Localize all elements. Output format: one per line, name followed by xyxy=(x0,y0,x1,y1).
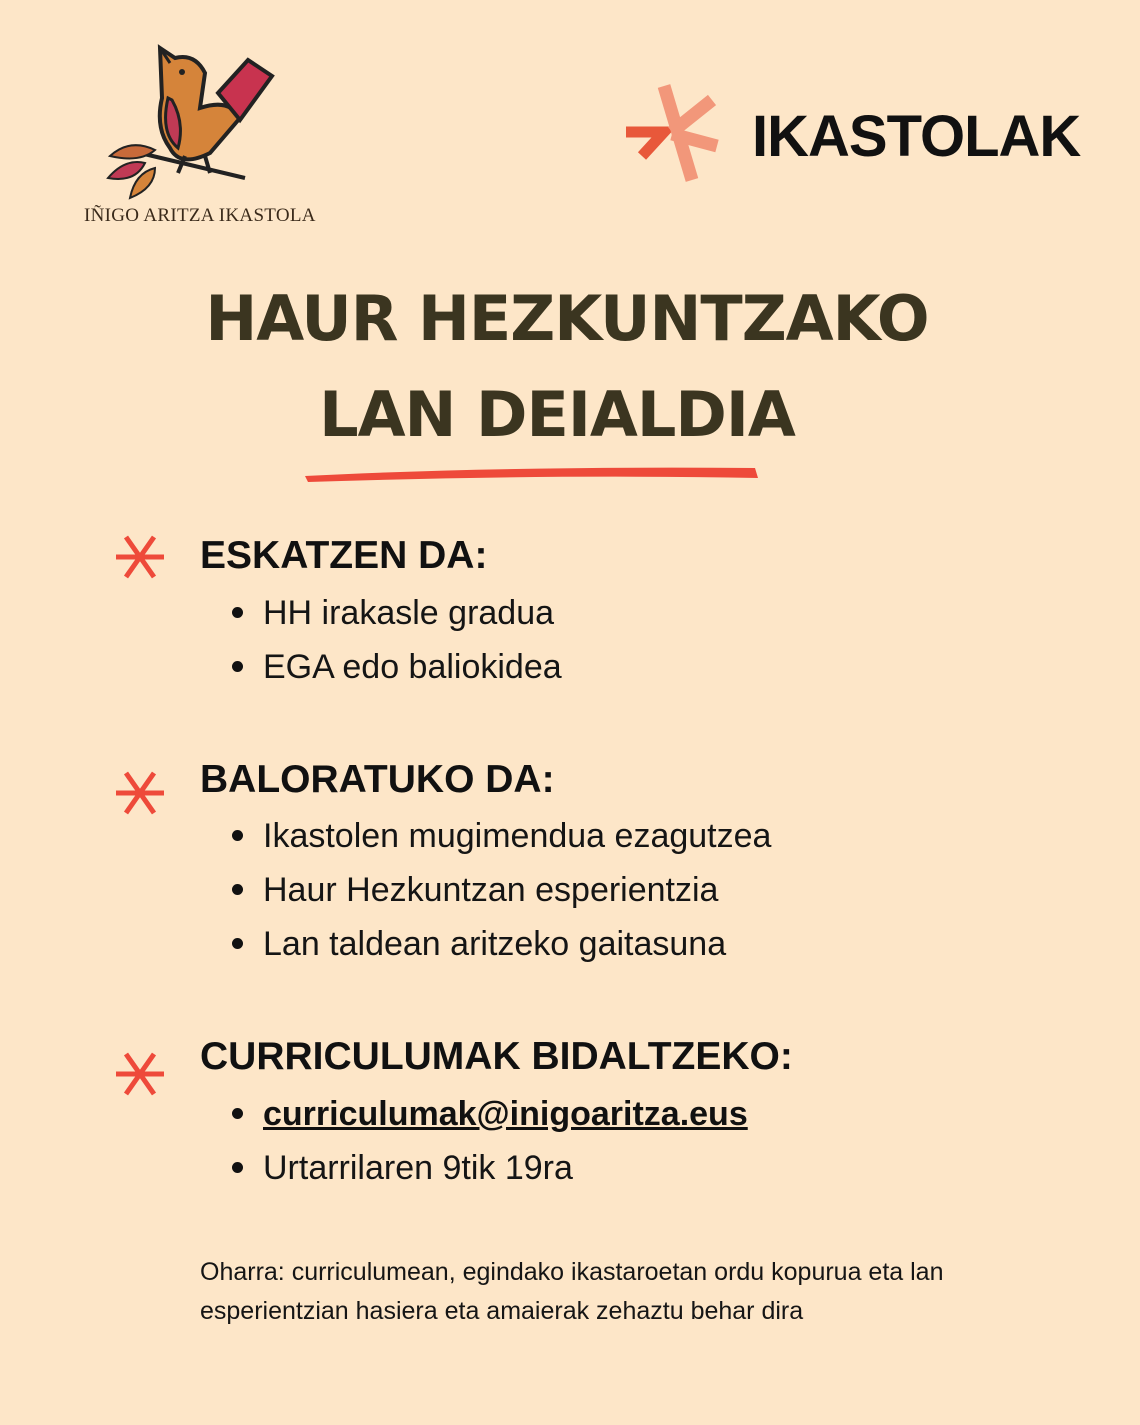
note-text: Oharra: curriculumean, egindako ikastaroetan ordu kopurua eta lan esperientzian hasiera eta amaierak zehaztu behar dira xyxy=(200,1258,944,1325)
page-title-line1: HAUR HEZKUNTZAKO xyxy=(205,282,929,355)
page-title-line2: LAN DEIALDIA xyxy=(319,378,795,451)
bullet xyxy=(232,1108,243,1119)
list-item: Lan taldean aritzeko gaitasuna xyxy=(232,925,726,964)
bullet xyxy=(232,661,243,672)
email-link[interactable]: curriculumak@inigoaritza.eus xyxy=(263,1095,748,1133)
asterisk-logo-icon xyxy=(622,80,732,185)
section-heading-requirements: ESKATZEN DA: xyxy=(200,534,488,577)
bullet xyxy=(232,1162,243,1173)
list-item: Urtarrilaren 9tik 19ra xyxy=(232,1149,573,1188)
title-underline xyxy=(300,458,765,486)
bullet xyxy=(232,607,243,618)
section-heading-valued: BALORATUKO DA: xyxy=(200,758,555,801)
bullet xyxy=(232,830,243,841)
list-item: Ikastolen mugimendua ezagutzea xyxy=(232,817,771,856)
school-name: IÑIGO ARITZA IKASTOLA xyxy=(84,205,316,226)
bullet xyxy=(232,884,243,895)
school-logo xyxy=(100,38,290,203)
asterisk-icon xyxy=(112,529,168,585)
ikastolak-logo-mark xyxy=(622,80,732,185)
list-item: HH irakasle gradua xyxy=(232,594,554,633)
section-heading-send-cv: CURRICULUMAK BIDALTZEKO: xyxy=(200,1035,793,1078)
asterisk-icon xyxy=(112,765,168,821)
bird-icon xyxy=(100,38,290,203)
bullet xyxy=(232,938,243,949)
list-item xyxy=(232,1095,748,1134)
federation-name: IKASTOLAK xyxy=(752,104,1081,169)
asterisk-icon xyxy=(112,1046,168,1102)
list-item: EGA edo baliokidea xyxy=(232,648,562,687)
list-item: Haur Hezkuntzan esperientzia xyxy=(232,871,718,910)
